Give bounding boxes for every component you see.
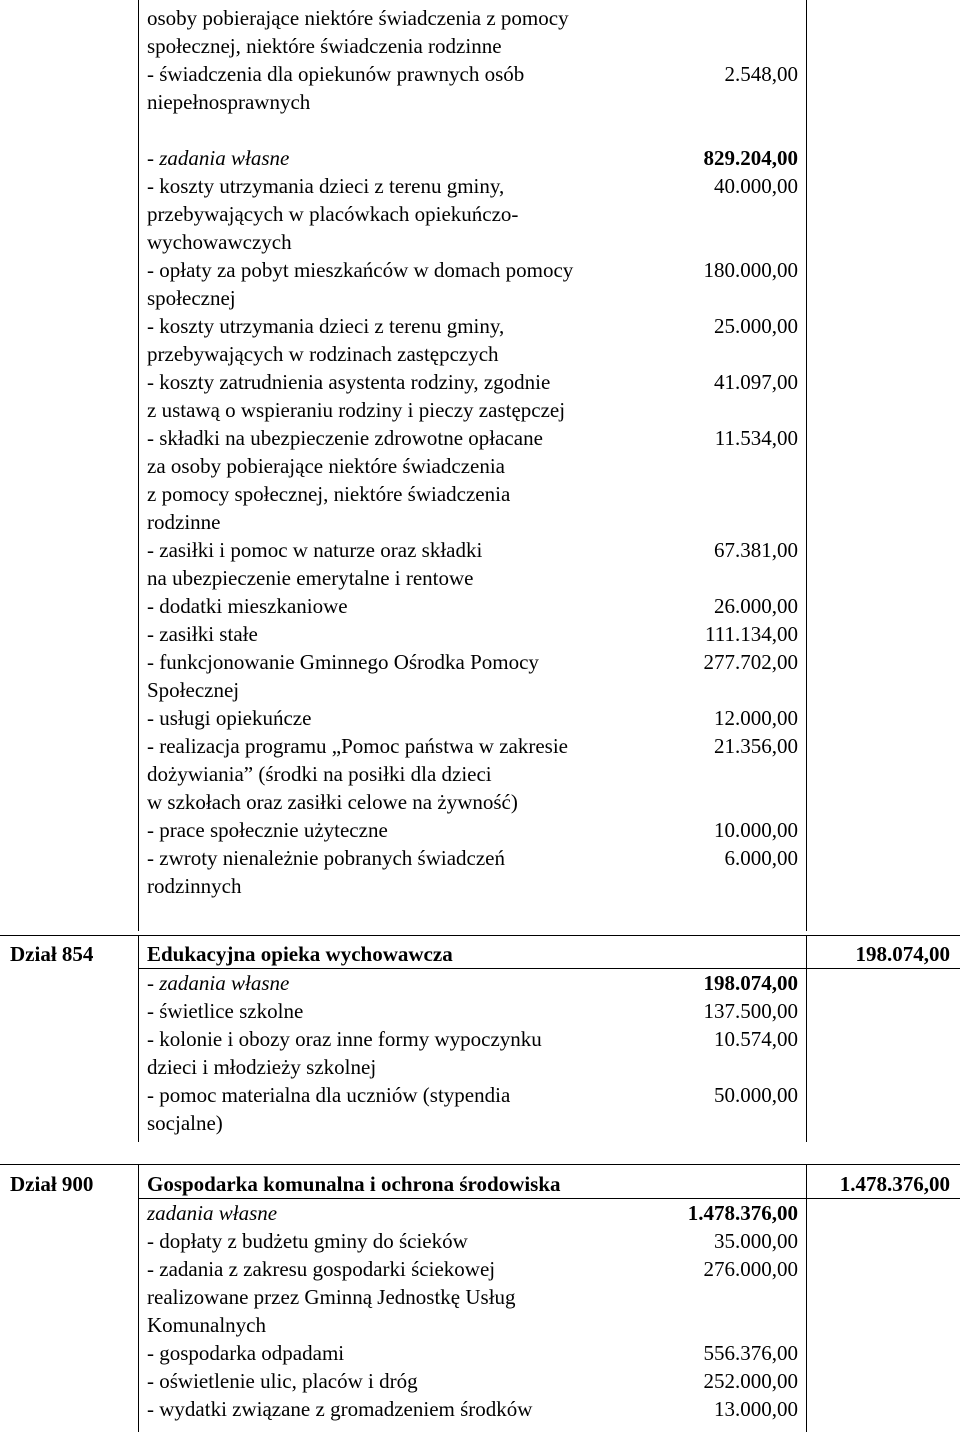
budget-line bbox=[0, 1199, 960, 1227]
budget-line-text: osoby pobierające niektóre świadczenia z pomocy bbox=[147, 6, 569, 30]
budget-line-amount: 137.500,00 bbox=[703, 999, 798, 1023]
section-900-header-row bbox=[0, 1170, 960, 1198]
section-900-title: Gospodarka komunalna i ochrona środowiska bbox=[147, 1172, 561, 1196]
budget-line-amount: 556.376,00 bbox=[703, 1341, 798, 1365]
budget-line-text: - zasiłki stałe bbox=[147, 622, 258, 646]
budget-line bbox=[0, 872, 960, 900]
budget-line-text: dzieci i młodzieży szkolnej bbox=[147, 1055, 377, 1079]
budget-line-text: z ustawą o wspieraniu rodziny i pieczy zastępczej bbox=[147, 398, 566, 422]
budget-line-text: realizowane przez Gminną Jednostkę Usług bbox=[147, 1285, 516, 1309]
budget-line bbox=[0, 788, 960, 816]
budget-line bbox=[0, 1283, 960, 1311]
budget-line-text: zadania własne bbox=[147, 1201, 278, 1225]
budget-line-text: - usługi opiekuńcze bbox=[147, 706, 312, 730]
budget-line-text: w szkołach oraz zasiłki celowe na żywność) bbox=[147, 790, 518, 814]
budget-line bbox=[0, 172, 960, 200]
budget-line-text: - koszty utrzymania dzieci z terenu gminy, bbox=[147, 314, 505, 338]
section-854-code: Dział 854 bbox=[10, 942, 94, 966]
budget-line bbox=[0, 340, 960, 368]
budget-line-text: - wydatki związane z gromadzeniem środków bbox=[147, 1397, 533, 1421]
budget-line-text: socjalne) bbox=[147, 1111, 223, 1135]
budget-line bbox=[0, 368, 960, 396]
budget-line-amount: 10.000,00 bbox=[714, 818, 798, 842]
budget-line-text: Komunalnych bbox=[147, 1313, 266, 1337]
budget-line-text: - zwroty nienależnie pobranych świadczeń bbox=[147, 846, 506, 870]
budget-line bbox=[0, 620, 960, 648]
section-854-header-row bbox=[0, 940, 960, 968]
budget-line-amount: 35.000,00 bbox=[714, 1229, 798, 1253]
budget-line-text: - zadania własne bbox=[147, 971, 290, 995]
budget-line-text: - prace społecznie użyteczne bbox=[147, 818, 388, 842]
budget-line-text: wychowawczych bbox=[147, 230, 292, 254]
section-852-lines bbox=[0, 4, 960, 900]
budget-line-text: - pomoc materialna dla uczniów (stypendia bbox=[147, 1083, 511, 1107]
budget-line bbox=[0, 200, 960, 228]
budget-line bbox=[0, 1367, 960, 1395]
budget-line bbox=[0, 564, 960, 592]
budget-line-text: z pomocy społecznej, niektóre świadczenia bbox=[147, 482, 511, 506]
budget-line-text: - opłaty za pobyt mieszkańców w domach pomocy bbox=[147, 258, 574, 282]
budget-line-text: - oświetlenie ulic, placów i dróg bbox=[147, 1369, 418, 1393]
budget-line bbox=[0, 704, 960, 732]
budget-line bbox=[0, 4, 960, 32]
section-854 bbox=[0, 940, 960, 1135]
budget-line-amount: 21.356,00 bbox=[714, 734, 798, 758]
budget-line-text: rodzinnych bbox=[147, 874, 242, 898]
budget-line-amount: 12.000,00 bbox=[714, 706, 798, 730]
section-900-top-rule bbox=[0, 1164, 960, 1165]
section-900-lines bbox=[0, 1199, 960, 1423]
budget-line bbox=[0, 396, 960, 424]
budget-line-text: - koszty utrzymania dzieci z terenu gminy, bbox=[147, 174, 505, 198]
budget-line bbox=[0, 1395, 960, 1423]
budget-line-amount: 276.000,00 bbox=[703, 1257, 798, 1281]
budget-line-amount: 6.000,00 bbox=[724, 846, 798, 870]
budget-line-amount: 2.548,00 bbox=[724, 62, 798, 86]
budget-line-amount: 11.534,00 bbox=[714, 426, 798, 450]
budget-line-text: za osoby pobierające niektóre świadczenia bbox=[147, 454, 505, 478]
budget-line bbox=[0, 116, 960, 144]
budget-line-text: - składki na ubezpieczenie zdrowotne opłacane bbox=[147, 426, 543, 450]
budget-line bbox=[0, 508, 960, 536]
budget-line-amount: 50.000,00 bbox=[714, 1083, 798, 1107]
budget-line bbox=[0, 648, 960, 676]
section-854-top-rule bbox=[0, 935, 960, 936]
budget-line-amount: 41.097,00 bbox=[714, 370, 798, 394]
budget-line-amount: 829.204,00 bbox=[703, 146, 798, 170]
budget-line bbox=[0, 969, 960, 997]
budget-line-text: społecznej bbox=[147, 286, 236, 310]
budget-line-amount: 13.000,00 bbox=[714, 1397, 798, 1421]
budget-line-text: - dopłaty z budżetu gminy do ścieków bbox=[147, 1229, 468, 1253]
budget-line bbox=[0, 1311, 960, 1339]
section-854-title: Edukacyjna opieka wychowawcza bbox=[147, 942, 453, 966]
budget-line-text: rodzinne bbox=[147, 510, 221, 534]
budget-line bbox=[0, 60, 960, 88]
budget-line-amount: 40.000,00 bbox=[714, 174, 798, 198]
budget-line-text: - świetlice szkolne bbox=[147, 999, 304, 1023]
budget-line-text: - dodatki mieszkaniowe bbox=[147, 594, 348, 618]
budget-line bbox=[0, 88, 960, 116]
budget-line-text: - realizacja programu „Pomoc państwa w zakresie bbox=[147, 734, 568, 758]
budget-line bbox=[0, 816, 960, 844]
budget-line-amount: 67.381,00 bbox=[714, 538, 798, 562]
budget-line-amount: 111.134,00 bbox=[705, 622, 798, 646]
budget-line bbox=[0, 1255, 960, 1283]
budget-line bbox=[0, 312, 960, 340]
budget-line bbox=[0, 997, 960, 1025]
budget-line bbox=[0, 1053, 960, 1081]
budget-line bbox=[0, 424, 960, 452]
budget-line-amount: 25.000,00 bbox=[714, 314, 798, 338]
budget-line bbox=[0, 592, 960, 620]
budget-line-text: niepełnosprawnych bbox=[147, 90, 311, 114]
budget-line-amount: 10.574,00 bbox=[714, 1027, 798, 1051]
budget-line-text: - świadczenia dla opiekunów prawnych osób bbox=[147, 62, 525, 86]
budget-line-text: społecznej, niektóre świadczenia rodzinne bbox=[147, 34, 502, 58]
budget-line bbox=[0, 1109, 960, 1137]
budget-line-text: na ubezpieczenie emerytalne i rentowe bbox=[147, 566, 474, 590]
budget-line bbox=[0, 676, 960, 704]
budget-line-amount: 252.000,00 bbox=[703, 1369, 798, 1393]
section-854-lines bbox=[0, 969, 960, 1137]
budget-line bbox=[0, 1339, 960, 1367]
budget-line bbox=[0, 32, 960, 60]
budget-line-text: przebywających w rodzinach zastępczych bbox=[147, 342, 499, 366]
budget-line bbox=[0, 844, 960, 872]
budget-line-amount: 180.000,00 bbox=[703, 258, 798, 282]
budget-line bbox=[0, 732, 960, 760]
section-854-total: 198.074,00 bbox=[855, 942, 950, 966]
budget-line-text: - zasiłki i pomoc w naturze oraz składki bbox=[147, 538, 483, 562]
budget-line-amount: 277.702,00 bbox=[703, 650, 798, 674]
budget-line bbox=[0, 536, 960, 564]
budget-line bbox=[0, 760, 960, 788]
section-900-code: Dział 900 bbox=[10, 1172, 94, 1196]
budget-line-text: - gospodarka odpadami bbox=[147, 1341, 345, 1365]
budget-line-text: Społecznej bbox=[147, 678, 240, 702]
budget-line-text: - koszty zatrudnienia asystenta rodziny, zgodnie bbox=[147, 370, 551, 394]
budget-line bbox=[0, 1081, 960, 1109]
budget-line bbox=[0, 144, 960, 172]
budget-line bbox=[0, 256, 960, 284]
budget-line-amount: 198.074,00 bbox=[703, 971, 798, 995]
budget-line bbox=[0, 228, 960, 256]
budget-line-text: - funkcjonowanie Gminnego Ośrodka Pomocy bbox=[147, 650, 539, 674]
budget-line-text: przebywających w placówkach opiekuńczo- bbox=[147, 202, 519, 226]
budget-line bbox=[0, 1227, 960, 1255]
section-900-total: 1.478.376,00 bbox=[839, 1172, 950, 1196]
budget-line-amount: 1.478.376,00 bbox=[687, 1201, 798, 1225]
budget-line bbox=[0, 284, 960, 312]
budget-line bbox=[0, 480, 960, 508]
budget-line-text: dożywiania” (środki na posiłki dla dzieci bbox=[147, 762, 492, 786]
budget-line bbox=[0, 452, 960, 480]
budget-line-text: - zadania własne bbox=[147, 146, 290, 170]
budget-line bbox=[0, 1025, 960, 1053]
budget-line-text: - zadania z zakresu gospodarki ściekowej bbox=[147, 1257, 496, 1281]
budget-line-amount: 26.000,00 bbox=[714, 594, 798, 618]
budget-line-text: - kolonie i obozy oraz inne formy wypoczynku bbox=[147, 1027, 542, 1051]
section-900 bbox=[0, 1170, 960, 1421]
